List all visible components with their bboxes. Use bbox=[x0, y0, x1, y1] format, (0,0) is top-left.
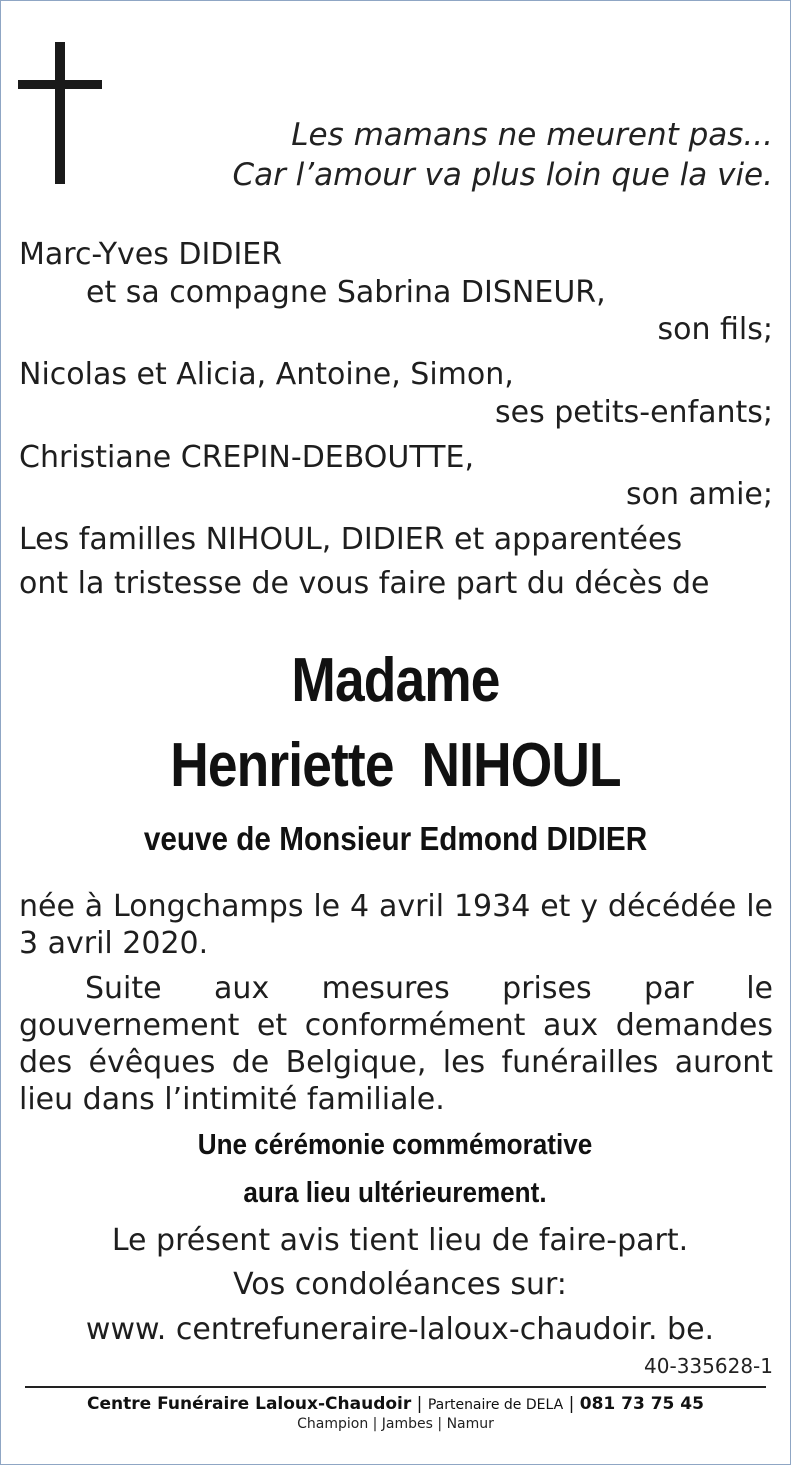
notice-text: Le présent avis tient lieu de faire-part. bbox=[111, 1223, 689, 1258]
partner-text: Partenaire de DELA bbox=[427, 1397, 564, 1413]
ceremony-line-2: aura lieu ultérieurement. bbox=[243, 1177, 547, 1209]
family-line-1: Marc-Yves DIDIER bbox=[19, 237, 283, 272]
company-name: Centre Funéraire Laloux-Chaudoir bbox=[87, 1394, 412, 1414]
footer-divider bbox=[25, 1386, 766, 1388]
widow-of: veuve de Monsieur Edmond DIDIER bbox=[143, 820, 648, 857]
measures-sentence: Suite aux mesures prises par le gouvernement et conformément aux demandes des évêques de Belgique, les funérailles auront lieu dans l’intimité familiale. bbox=[19, 971, 773, 1117]
reference-number: 40-335628-1 bbox=[644, 1354, 773, 1378]
ceremony-line-1: Une cérémonie commémorative bbox=[197, 1129, 593, 1161]
quote-line-2: Car l’amour va plus loin que la vie. bbox=[232, 157, 773, 193]
family-line-2: et sa compagne Sabrina DISNEUR, bbox=[86, 275, 606, 310]
quote bbox=[232, 115, 773, 195]
condolences-text: Vos condoléances sur: bbox=[233, 1267, 567, 1302]
deceased-title: Madame bbox=[291, 646, 500, 715]
family-line-8: Les familles NIHOUL, DIDIER et apparentées bbox=[19, 522, 683, 557]
family-line-3: son fils; bbox=[657, 312, 773, 347]
family-line-5: ses petits-enfants; bbox=[495, 395, 773, 430]
separator: | bbox=[568, 1394, 575, 1414]
family-line-9: ont la tristesse de vous faire part du décès de bbox=[19, 566, 710, 601]
footer-locations: Champion | Jambes | Namur bbox=[297, 1416, 494, 1432]
family-line-4: Nicolas et Alicia, Antoine, Simon, bbox=[19, 357, 514, 392]
measures-text bbox=[19, 970, 773, 1118]
deceased-name: Henriette NIHOUL bbox=[170, 731, 621, 800]
separator: | bbox=[416, 1394, 423, 1414]
footer-company-line bbox=[0, 1393, 791, 1416]
quote-line-1: Les mamans ne meurent pas... bbox=[291, 117, 773, 153]
cross-icon bbox=[18, 42, 102, 184]
website-link[interactable]: www. centrefuneraire-laloux-chaudoir. be. bbox=[85, 1312, 715, 1347]
birth-death-text: née à Longchamps le 4 avril 1934 et y décédée le 3 avril 2020. bbox=[19, 889, 773, 961]
family-line-7: son amie; bbox=[625, 477, 773, 512]
phone-number[interactable]: 081 73 75 45 bbox=[579, 1394, 704, 1414]
family-line-6: Christiane CREPIN-DEBOUTTE, bbox=[19, 440, 474, 475]
